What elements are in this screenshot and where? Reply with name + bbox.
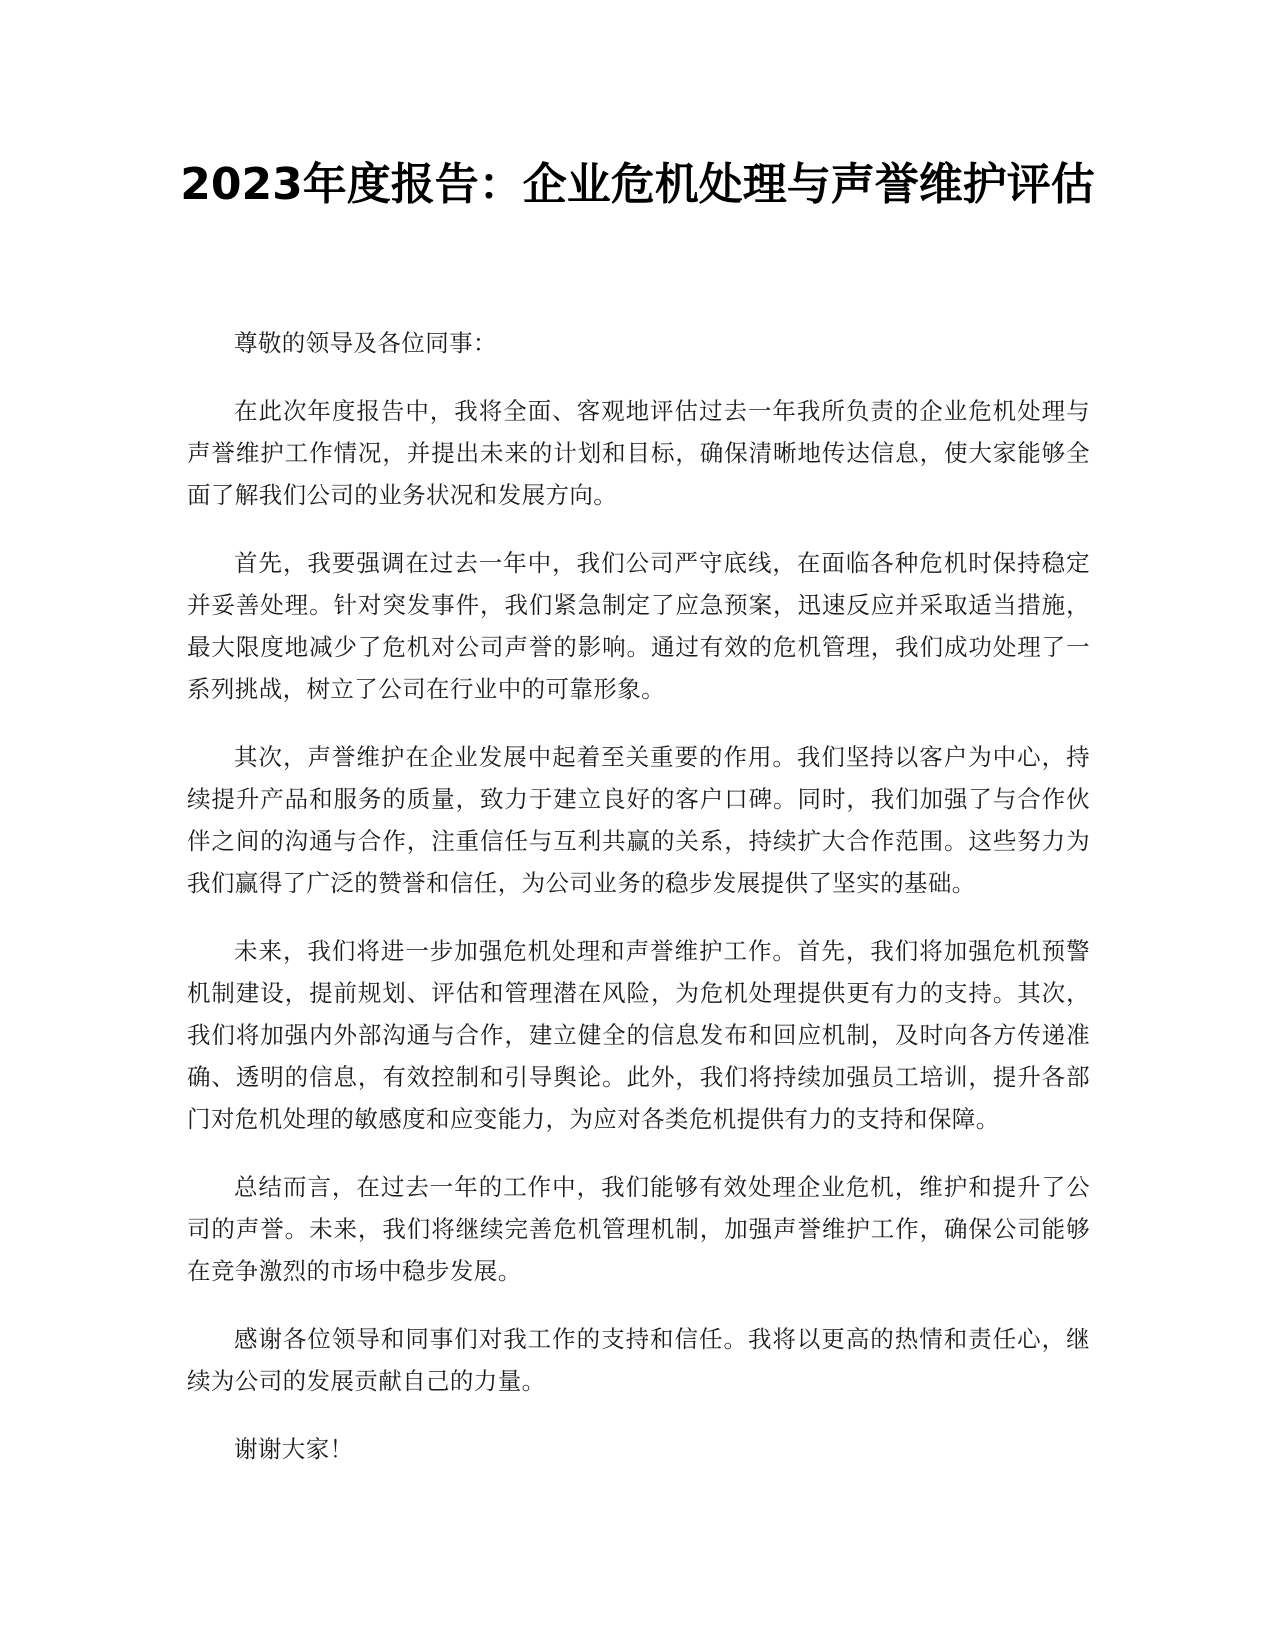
future-plan-paragraph: 未来，我们将进一步加强危机处理和声誉维护工作。首先，我们将加强危机预警机制建设，提前规划、评估和管理潜在风险，为危机处理提供更有力的支持。其次，我们将加强内外部沟通与合作，建立健全的信息发布和回应机制，及时向各方传递准确、透明的信息，有效控制和引导舆论。此外，我们将持续加强员工培训，提升各部门对危机处理的敏感度和应变能力，为应对各类危机提供有力的支持和保障。 <box>187 937 1090 1133</box>
document-body <box>187 322 1090 1496</box>
intro-paragraph: 在此次年度报告中，我将全面、客观地评估过去一年我所负责的企业危机处理与声誉维护工作情况，并提出未来的计划和目标，确保清晰地传达信息，使大家能够全面了解我们公司的业务状况和发展方向。 <box>187 397 1090 509</box>
greeting-paragraph: 尊敬的领导及各位同事： <box>234 329 497 357</box>
crisis-handling-paragraph: 首先，我要强调在过去一年中，我们公司严守底线，在面临各种危机时保持稳定并妥善处理。针对突发事件，我们紧急制定了应急预案，迅速反应并采取适当措施，最大限度地减少了危机对公司声誉的影响。通过有效的危机管理，我们成功处理了一系列挑战，树立了公司在行业中的可靠形象。 <box>187 549 1090 703</box>
document-title: 2023年度报告：企业危机处理与声誉维护评估 <box>180 159 1095 210</box>
reputation-paragraph: 其次，声誉维护在企业发展中起着至关重要的作用。我们坚持以客户为中心，持续提升产品和服务的质量，致力于建立良好的客户口碑。同时，我们加强了与合作伙伴之间的沟通与合作，注重信任与互利共赢的关系，持续扩大合作范围。这些努力为我们赢得了广泛的赞誉和信任，为公司业务的稳步发展提供了坚实的基础。 <box>187 743 1090 897</box>
summary-paragraph: 总结而言，在过去一年的工作中，我们能够有效处理企业危机，维护和提升了公司的声誉。未来，我们将继续完善危机管理机制，加强声誉维护工作，确保公司能够在竞争激烈的市场中稳步发展。 <box>187 1173 1090 1285</box>
closing-paragraph: 谢谢大家！ <box>234 1435 354 1463</box>
thanks-paragraph: 感谢各位领导和同事们对我工作的支持和信任。我将以更高的热情和责任心，继续为公司的发展贡献自己的力量。 <box>187 1325 1090 1395</box>
